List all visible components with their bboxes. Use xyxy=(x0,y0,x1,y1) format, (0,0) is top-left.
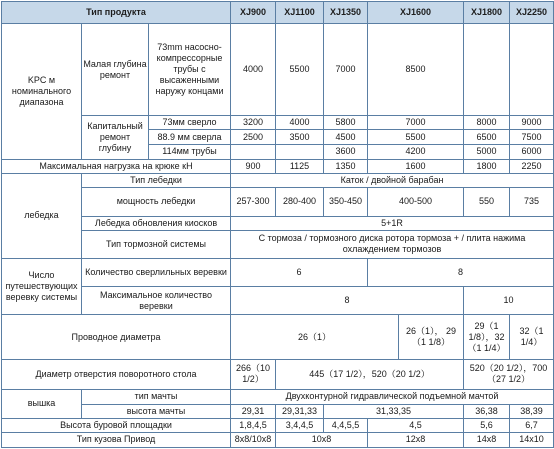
table-row xyxy=(2,287,554,315)
header-row xyxy=(2,2,554,24)
table-cell: Каток / двойной барабан xyxy=(231,173,554,187)
winch-power-label: мощность лебедки xyxy=(82,187,231,216)
table-cell-empty xyxy=(464,23,510,116)
header-model: XJ2250 xyxy=(510,2,554,24)
table-cell: 1800 xyxy=(464,159,510,173)
mast-type-label: тип мачты xyxy=(82,389,231,404)
table-cell: 5000 xyxy=(464,144,510,159)
table-cell: 6 xyxy=(231,258,368,286)
table-row xyxy=(2,116,554,130)
table-cell: 3200 xyxy=(231,116,276,130)
table-cell: 36,38 xyxy=(464,404,510,418)
kpc-group-label: KPC м номинального диапазона xyxy=(2,23,82,159)
overhaul-sub: 73мм сверло xyxy=(149,116,231,130)
table-cell: 8000 xyxy=(464,116,510,130)
table-cell: 4200 xyxy=(368,144,464,159)
lines-group-label: Число путешествующих веревку системы xyxy=(2,258,82,314)
table-cell: 14x8 xyxy=(464,432,510,447)
table-cell: 4000 xyxy=(231,23,276,116)
table-cell: 5500 xyxy=(368,130,464,144)
header-model: XJ1350 xyxy=(324,2,368,24)
table-cell: 4000 xyxy=(276,116,324,130)
header-model: XJ1100 xyxy=(276,2,324,24)
table-row xyxy=(2,432,554,447)
table-row xyxy=(2,418,554,432)
table-cell: 29,31,33 xyxy=(276,404,324,418)
winch-kiosk-label: Лебедка обновления киосков xyxy=(82,216,231,230)
table-cell: 12x8 xyxy=(368,432,464,447)
table-cell: 445（17 1/2），520（20 1/2） xyxy=(276,360,464,389)
table-cell: 5+1R xyxy=(231,216,554,230)
lines-max-label: Максимальное количество веревки xyxy=(82,287,231,315)
table-cell: 1350 xyxy=(324,159,368,173)
table-cell: 1125 xyxy=(276,159,324,173)
table-cell: 29（1 1/8），32（1 1/4） xyxy=(464,315,510,360)
table-row xyxy=(2,230,554,258)
max-hook-label: Максимальная нагрузка на крюке кН xyxy=(2,159,231,173)
table-cell: С тормоза / тормозного диска ротора тормоза + / плита нажима охлаждением тормозов xyxy=(231,230,554,258)
table-cell: 8 xyxy=(231,287,464,315)
table-cell: 350-450 xyxy=(324,187,368,216)
table-cell: 3600 xyxy=(324,144,368,159)
table-row xyxy=(2,389,554,404)
table-cell: 29,31 xyxy=(231,404,276,418)
table-cell: 31,33,35 xyxy=(324,404,464,418)
lines-count-label: Количество сверлильных веревки xyxy=(82,258,231,286)
table-cell: 550 xyxy=(464,187,510,216)
winch-type-label: Тип лебедки xyxy=(82,173,231,187)
table-cell: 2500 xyxy=(231,130,276,144)
table-cell: 7000 xyxy=(324,23,368,116)
table-cell: 735 xyxy=(510,187,554,216)
spec-table xyxy=(1,1,554,448)
table-cell-empty xyxy=(510,23,554,116)
table-cell: 400-500 xyxy=(368,187,464,216)
shallow-repair-label: Малая глубина ремонт xyxy=(82,23,149,116)
header-model: XJ1800 xyxy=(464,2,510,24)
table-cell: 38,39 xyxy=(510,404,554,418)
table-cell: 4,5 xyxy=(368,418,464,432)
table-cell: 8500 xyxy=(368,23,464,116)
table-cell: 520（20 1/2），700（27 1/2） xyxy=(464,360,554,389)
table-cell: 266（10 1/2） xyxy=(231,360,276,389)
table-row xyxy=(2,216,554,230)
header-model: XJ1600 xyxy=(368,2,464,24)
overhaul-sub: 88.9 мм сверла xyxy=(149,130,231,144)
overhaul-sub: 114мм трубы xyxy=(149,144,231,159)
table-cell: 26（1）， 29（1 1/8） xyxy=(399,315,464,360)
table-cell: 5800 xyxy=(324,116,368,130)
table-row xyxy=(2,173,554,187)
table-cell: 4,4,5,5 xyxy=(324,418,368,432)
shallow-repair-sub: 73mm насосно-компрессорные трубы с высаженными наружу концами xyxy=(149,23,231,116)
drive-type-label: Тип кузова Привод xyxy=(2,432,231,447)
table-cell: 7000 xyxy=(368,116,464,130)
table-cell: 2250 xyxy=(510,159,554,173)
table-row xyxy=(2,258,554,286)
table-cell: 9000 xyxy=(510,116,554,130)
table-cell: 8x8/10x8 xyxy=(231,432,276,447)
table-cell: 257-300 xyxy=(231,187,276,216)
table-cell: 280-400 xyxy=(276,187,324,216)
table-cell: 5500 xyxy=(276,23,324,116)
table-cell: 3,4,4,5 xyxy=(276,418,324,432)
table-cell: 6000 xyxy=(510,144,554,159)
table-cell: 7500 xyxy=(510,130,554,144)
table-cell: 8 xyxy=(368,258,554,286)
table-cell: 6500 xyxy=(464,130,510,144)
rotary-table-label: Диаметр отверстия поворотного стола xyxy=(2,360,231,389)
mast-height-label: высота мачты xyxy=(82,404,231,418)
mast-group-label: вышка xyxy=(2,389,82,418)
brake-type-label: Тип тормозной системы xyxy=(82,230,231,258)
overhaul-label: Капитальный ремонт глубину xyxy=(82,116,149,159)
table-row xyxy=(2,404,554,418)
table-cell: Двухконтурной гидравлической подъемной мачтой xyxy=(231,389,554,404)
table-cell: 5,6 xyxy=(464,418,510,432)
table-cell-empty xyxy=(231,144,276,159)
table-cell: 14x10 xyxy=(510,432,554,447)
table-cell: 10 xyxy=(464,287,554,315)
table-row xyxy=(2,159,554,173)
table-cell: 3500 xyxy=(276,130,324,144)
table-row xyxy=(2,187,554,216)
table-row xyxy=(2,360,554,389)
table-cell: 32（1 1/4） xyxy=(510,315,554,360)
winch-group-label: лебедка xyxy=(2,173,82,258)
header-product-type: Тип продукта xyxy=(2,2,231,24)
platform-height-label: Высота буровой площадки xyxy=(2,418,231,432)
table-cell: 6,7 xyxy=(510,418,554,432)
table-cell: 10x8 xyxy=(276,432,368,447)
table-cell: 4500 xyxy=(324,130,368,144)
wire-diameter-label: Проводное диаметра xyxy=(2,315,231,360)
table-cell: 1600 xyxy=(368,159,464,173)
header-model: XJ900 xyxy=(231,2,276,24)
table-cell-empty xyxy=(276,144,324,159)
table-cell: 1,8,4,5 xyxy=(231,418,276,432)
table-cell: 26（1） xyxy=(231,315,399,360)
table-cell: 900 xyxy=(231,159,276,173)
table-row xyxy=(2,23,554,116)
table-row xyxy=(2,315,554,360)
